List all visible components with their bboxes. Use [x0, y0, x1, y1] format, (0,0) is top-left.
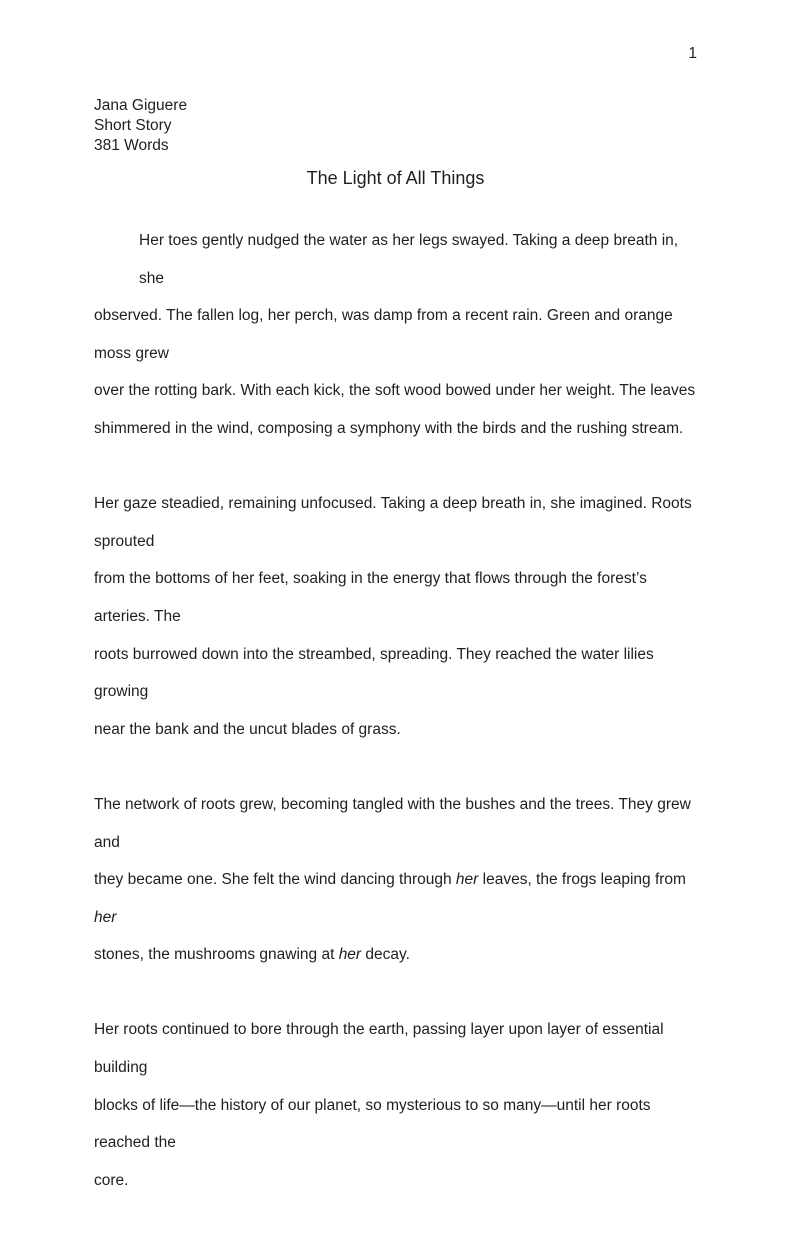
- text-line: [94, 936, 702, 974]
- italic-text-run: her: [338, 946, 362, 964]
- italic-text-run: her: [455, 871, 479, 889]
- text-line: [94, 372, 702, 410]
- work-type: Short Story: [94, 116, 172, 134]
- paragraph: [94, 1011, 702, 1199]
- page-number: 1: [688, 45, 697, 62]
- paragraph: [94, 485, 702, 748]
- text-run: Her roots continued to bore through the earth, passing layer upon layer of essential building: [94, 1021, 668, 1077]
- paragraph: [94, 222, 702, 448]
- italic-text-run: her: [94, 908, 117, 926]
- text-line: [94, 1011, 702, 1086]
- text-run: from the bottoms of her feet, soaking in the energy that flows through the forest’s arteries. The: [94, 570, 652, 625]
- word-count: 381 Words: [94, 136, 169, 154]
- text-line: [94, 861, 702, 936]
- text-run: decay.: [361, 946, 410, 964]
- text-run: they became one. She felt the wind dancing through: [94, 871, 456, 889]
- paragraph: [94, 786, 702, 974]
- text-run: leaves, the frogs leaping from: [478, 871, 691, 889]
- text-line: [94, 711, 702, 749]
- text-line: [94, 786, 702, 861]
- text-line: [94, 485, 702, 560]
- text-run: blocks of life—the history of our planet, so mysterious to so many—until her roots reached the: [94, 1096, 655, 1152]
- manuscript-header: [94, 96, 187, 155]
- text-line: [94, 636, 702, 711]
- text-line: [94, 1087, 702, 1162]
- text-run: roots burrowed down into the streambed, spreading. They reached the water lilies growing: [94, 645, 659, 701]
- text-line: [94, 297, 702, 372]
- text-run: The network of roots grew, becoming tangled with the bushes and the trees. They grew and: [94, 795, 696, 851]
- text-line: [94, 1162, 702, 1200]
- text-line: [94, 222, 702, 297]
- text-run: Her gaze steadied, remaining unfocused. Taking a deep breath in, she imagined. Roots sprouted: [94, 495, 697, 550]
- text-line: [94, 410, 702, 448]
- author-name: Jana Giguere: [94, 97, 188, 114]
- text-line: [94, 560, 702, 635]
- text-run: core.: [94, 1171, 129, 1189]
- document-body: [94, 222, 702, 1237]
- text-run: near the bank and the uncut blades of grass.: [94, 720, 401, 738]
- story-title: The Light of All Things: [306, 168, 485, 188]
- text-run: observed. The fallen log, her perch, was damp from a recent rain. Green and orange moss grew: [94, 307, 678, 362]
- text-run: shimmered in the wind, composing a symphony with the birds and the rushing stream.: [94, 419, 684, 437]
- text-run: stones, the mushrooms gnawing at: [94, 946, 339, 964]
- text-run: over the rotting bark. With each kick, the soft wood bowed under her weight. The leaves: [94, 382, 696, 400]
- text-run: Her toes gently nudged the water as her legs swayed. Taking a deep breath in, she: [139, 232, 683, 287]
